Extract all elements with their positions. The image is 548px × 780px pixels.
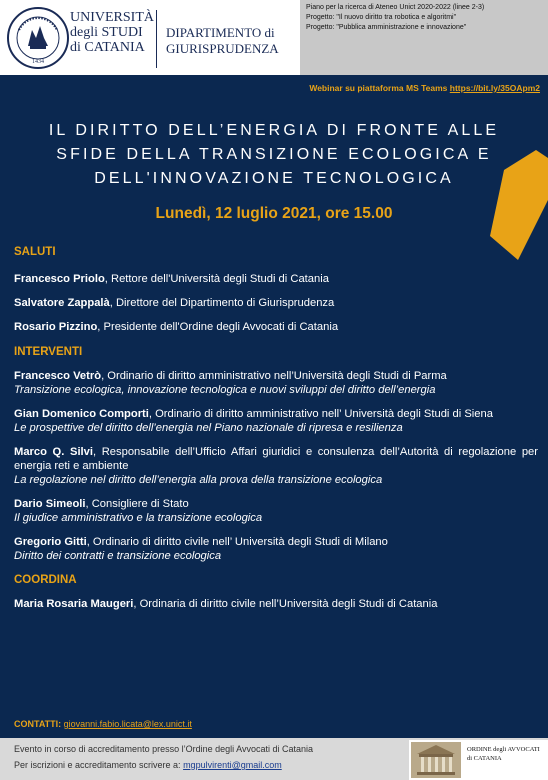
university-seal-icon [6, 6, 70, 70]
department-name [166, 25, 279, 57]
contacts-label: CONTATTI: [14, 719, 64, 729]
bar-association-name-line: ORDINE degli AVVOCATI [467, 746, 540, 753]
webinar-info [309, 83, 540, 93]
talk-topic: Diritto dei contratti e transizione ecologica [14, 550, 222, 562]
department-name-line: GIURISPRUDENZA [166, 41, 279, 56]
contacts [14, 719, 192, 729]
speaker-entry [14, 369, 538, 383]
speaker-name: Dario Simeoli [14, 498, 86, 510]
courthouse-image-icon [411, 742, 461, 778]
project-info-box [300, 0, 548, 75]
bar-association-logo [409, 740, 548, 780]
talk-topic: Il giudice amministrativo e la transizione ecologica [14, 512, 263, 524]
talk-topic: La regolazione nel diritto dell’energia alla prova della transizione ecologica [14, 474, 383, 486]
header-divider [156, 10, 157, 68]
university-name [70, 10, 152, 55]
talk-topic: Le prospettive del diritto dell’energia nel Piano nazionale di ripresa e resilienza [14, 422, 403, 434]
speaker-name: Marco Q. Silvi [14, 446, 93, 458]
bar-association-name-line: di CATANIA [467, 755, 502, 762]
webinar-link[interactable]: https://bit.ly/35OApm2 [449, 83, 540, 93]
speaker-name: Rosario Pizzino [14, 321, 98, 333]
project-line: Piano per la ricerca di Ateneo Unict 2020-2022 (linee 2-3) [306, 4, 485, 11]
event-title-line: DELL'INNOVAZIONE TECNOLOGICA [94, 170, 454, 187]
section-heading-coordina: COORDINA [14, 574, 77, 586]
university-name-line: degli STUDI [70, 25, 143, 40]
speaker-role: , Ordinario di diritto civile nell’ Università degli Studi di Milano [86, 536, 388, 548]
speaker-role: , Presidente dell'Ordine degli Avvocati di Catania [97, 321, 339, 333]
speaker-entry [14, 272, 538, 286]
program [14, 245, 538, 611]
speaker-entry [14, 445, 538, 473]
webinar-label: Webinar su piattaforma MS Teams [309, 83, 450, 93]
accreditation-note: Evento in corso di accreditamento presso l’Ordine degli Avvocati di Catania [14, 744, 313, 754]
speaker-role: , Responsabile dell’Ufficio Affari giuridici e consulenza dell’Autorità di regolazione per energia reti e ambiente [14, 446, 538, 472]
speaker-name: Maria Rosaria Maugeri [14, 598, 134, 610]
speaker-entry [14, 296, 538, 310]
contact-email-link[interactable]: giovanni.fabio.licata@lex.unict.it [63, 719, 192, 729]
event-title-line: SFIDE DELLA TRANSIZIONE ECOLOGICA E [56, 146, 492, 163]
speaker-name: Gregorio Gitti [14, 536, 87, 548]
speaker-name: Salvatore Zappalà [14, 297, 110, 309]
university-name-line: UNIVERSITÀ [70, 10, 154, 25]
speaker-name: Francesco Vetrò [14, 370, 102, 382]
bar-association-name [467, 745, 540, 763]
speaker-role: , Consigliere di Stato [85, 498, 189, 510]
section-heading-saluti: SALUTI [14, 246, 56, 258]
event-title [0, 119, 548, 191]
speaker-role: , Ordinario di diritto amministrativo nell’Università degli Studi di Parma [101, 370, 447, 382]
speaker-name: Francesco Priolo [14, 273, 105, 285]
speaker-role: , Ordinaria di diritto civile nell’Università degli Studi di Catania [133, 598, 438, 610]
section-heading-interventi: INTERVENTI [14, 346, 83, 358]
project-line: Progetto: "Il nuovo diritto tra robotica e algoritmi" [306, 14, 457, 21]
seal-year: 1434 [32, 59, 44, 65]
speaker-role: , Rettore dell'Università degli Studi di Catania [104, 273, 329, 285]
registration-email-link[interactable]: mgpulvirenti@gmail.com [183, 760, 282, 770]
speaker-role: , Direttore del Dipartimento di Giurisprudenza [109, 297, 335, 309]
speaker-name: Gian Domenico Comporti [14, 408, 149, 420]
speaker-role: , Ordinario di diritto amministrativo nell’ Università degli Studi di Siena [148, 408, 493, 420]
talk-topic: Transizione ecologica, innovazione tecnologica e nuovi sviluppi del diritto dell’energia [14, 384, 436, 396]
registration-note [14, 760, 282, 770]
header-banner [0, 0, 548, 75]
university-name-line: di CATANIA [70, 40, 145, 55]
event-date: Lunedì, 12 luglio 2021, ore 15.00 [155, 205, 393, 222]
project-line: Progetto: "Pubblica amministrazione e innovazione" [306, 24, 467, 31]
registration-label: Per iscrizioni e accreditamento scrivere a: [14, 760, 184, 770]
speaker-entry [14, 497, 538, 511]
speaker-entry [14, 597, 538, 611]
department-name-line: DIPARTIMENTO di [166, 25, 275, 40]
speaker-entry [14, 535, 538, 549]
speaker-entry [14, 407, 538, 421]
event-title-line: IL DIRITTO DELL’ENERGIA DI FRONTE ALLE [48, 122, 500, 139]
speaker-entry [14, 320, 538, 334]
